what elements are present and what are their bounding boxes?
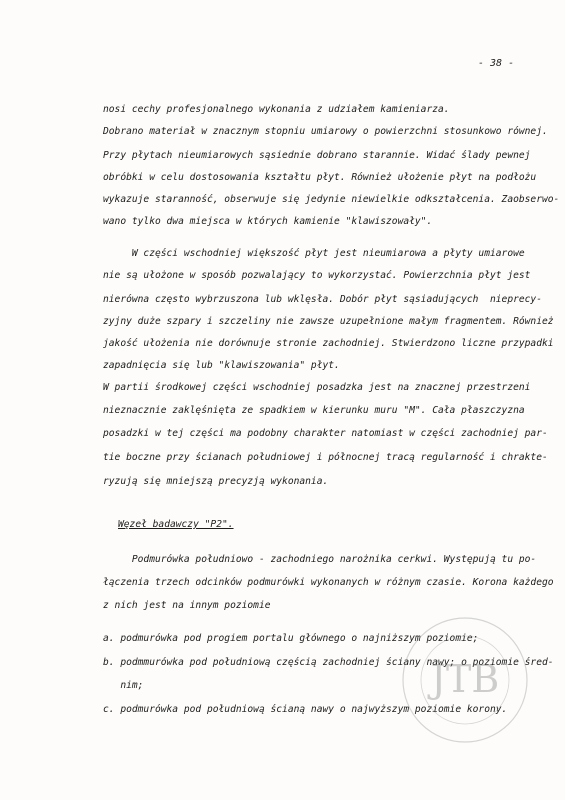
list-item: nim;	[103, 680, 144, 691]
list-item: a. podmurówka pod progiem portalu głównego o najniższym poziomie;	[103, 633, 479, 644]
list-item: b. podmmurówka pod południową częścią zachodniej ściany nawy; o poziomie śred-	[103, 657, 554, 668]
text-line: wano tylko dwa miejsca w których kamienie "klawiszowały".	[103, 216, 433, 227]
text-line: Przy płytach nieumiarowych sąsiednie dobrano starannie. Widać ślady pewnej	[103, 150, 531, 161]
page-number: - 38 -	[478, 58, 515, 69]
text-line: Dobrano materiał w znacznym stopniu umiarowy o powierzchni stosunkowo równej.	[103, 126, 548, 137]
text-line: zapadnięcia się lub "klawiszowania" płyt.	[103, 360, 340, 371]
text-line: ryzują się mniejszą precyzją wykonania.	[103, 476, 329, 487]
text-line: nieznacznie zaklęśnięta ze spadkiem w kierunku muru "M". Cała płaszczyzna	[103, 405, 525, 416]
text-line: Podmurówka południowo - zachodniego narożnika cerkwi. Występują tu po-	[103, 554, 537, 565]
archive-stamp-watermark	[395, 610, 535, 750]
text-line: wykazuje staranność, obserwuje się jedynie niewielkie odkształcenia. Zaobserwo-	[103, 194, 560, 205]
text-line: jakość ułożenia nie dorównuje stronie zachodniej. Stwierdzono liczne przypadki	[103, 338, 554, 349]
text-line: tie boczne przy ścianach południowej i północnej tracą regularność i chrakte-	[103, 452, 548, 463]
text-line: nosi cechy profesjonalnego wykonania z udziałem kamieniarza.	[103, 104, 450, 115]
text-line: W partii środkowej części wschodniej posadzka jest na znacznej przestrzeni	[103, 382, 531, 393]
text-line: zyjny duże szpary i szczeliny nie zawsze uzupełnione małym fragmentem. Również	[103, 316, 554, 327]
text-line: nierówna często wybrzuszona lub wklęsła. Dobór płyt sąsiadujących nieprecy-	[103, 294, 542, 305]
text-line: łączenia trzech odcinków podmurówki wykonanych w różnym czasie. Korona każdego	[103, 577, 554, 588]
section-heading: Węzeł badawczy "P2".	[118, 519, 234, 530]
svg-text:JTB: JTB	[430, 657, 500, 701]
text-line: posadzki w tej części ma podobny charakter natomiast w części zachodniej par-	[103, 428, 548, 439]
list-item: c. podmurówka pod południową ścianą nawy o najwyższym poziomie korony.	[103, 704, 508, 715]
text-line: W części wschodniej większość płyt jest nieumiarowa a płyty umiarowe	[103, 248, 525, 259]
text-line: z nich jest na innym poziomie	[103, 600, 271, 611]
text-line: nie są ułożone w sposób pozwalający to wykorzystać. Powierzchnia płyt jest	[103, 270, 531, 281]
text-line: obróbki w celu dostosowania kształtu płyt. Również ułożenie płyt na podłożu	[103, 172, 537, 183]
